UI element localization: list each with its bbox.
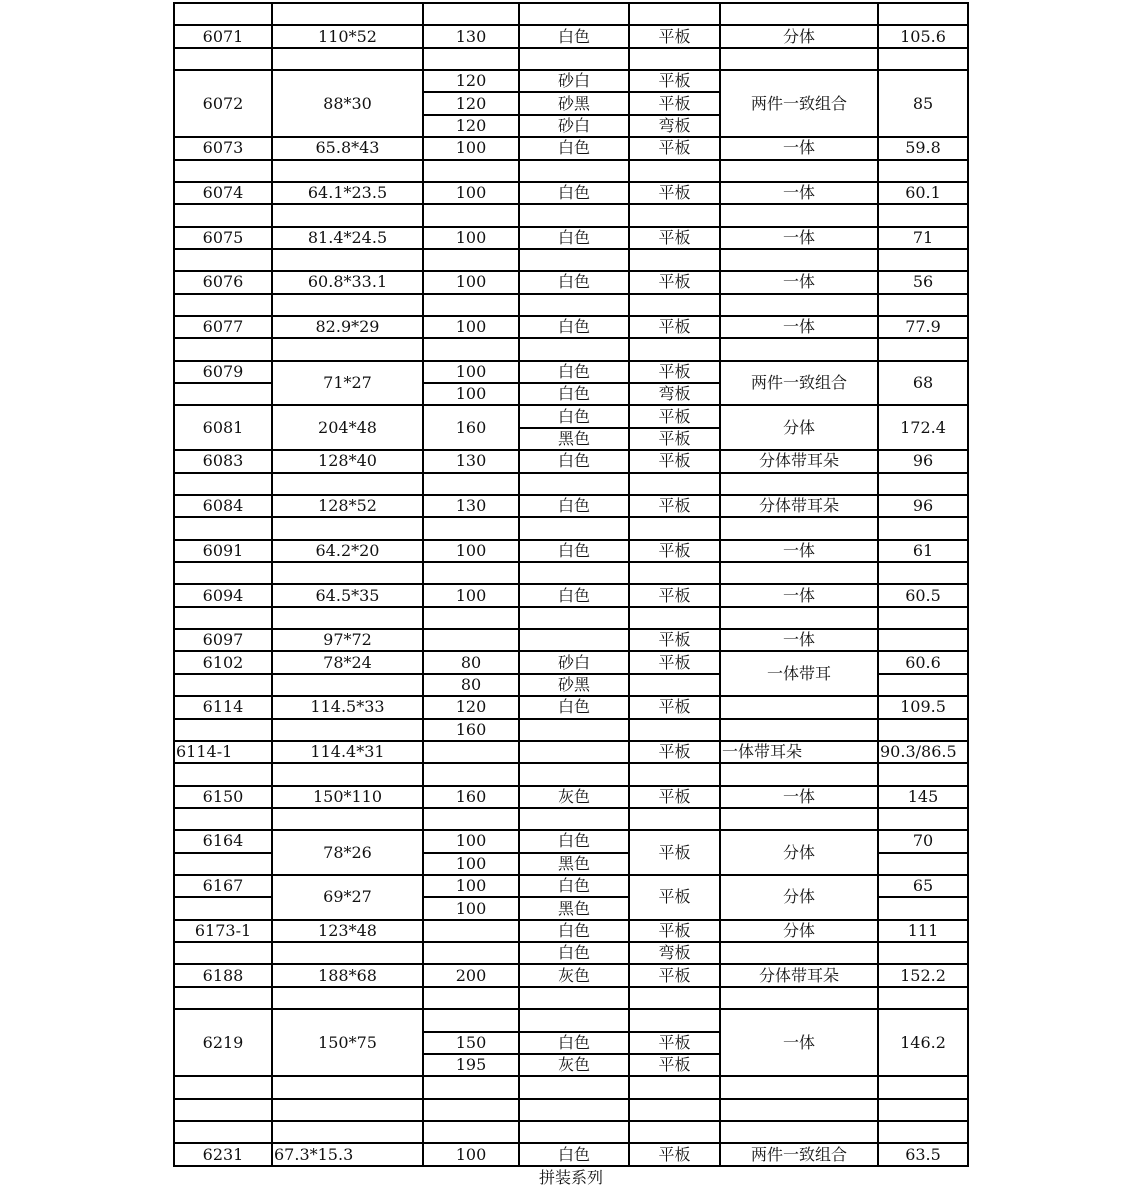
cell-model: 6083 xyxy=(202,451,244,471)
cell-board: 平板 xyxy=(658,272,691,292)
grid-line-horizontal xyxy=(174,673,721,675)
cell-qty: 200 xyxy=(455,965,487,985)
cell-type: 一体 xyxy=(782,227,815,247)
cell-color: 白色 xyxy=(557,384,590,404)
grid-line-horizontal xyxy=(174,941,969,943)
cell-type: 两件一致组合 xyxy=(750,1144,847,1164)
grid-line-horizontal xyxy=(174,896,273,898)
cell-board: 平板 xyxy=(658,26,691,46)
grid-line-horizontal xyxy=(174,360,969,362)
cell-price: 65 xyxy=(912,876,934,896)
cell-color: 白色 xyxy=(557,183,590,203)
cell-model: 6173-1 xyxy=(194,920,252,940)
merged-cell-size: 150*75 xyxy=(318,1032,377,1052)
cell-type: 一体 xyxy=(782,138,815,158)
grid-line-horizontal xyxy=(174,1098,969,1100)
cell-model: 6114 xyxy=(202,697,244,717)
cell-qty: 120 xyxy=(455,115,487,135)
cell-price: 70 xyxy=(912,831,934,851)
cell-qty: 100 xyxy=(455,540,487,560)
grid-line-horizontal xyxy=(174,919,969,921)
grid-line-vertical xyxy=(271,2,273,1167)
cell-color: 白色 xyxy=(557,876,590,896)
grid-line-horizontal xyxy=(174,159,969,161)
cell-color: 白色 xyxy=(557,138,590,158)
grid-line-horizontal xyxy=(878,852,969,854)
cell-type: 分体带耳朵 xyxy=(758,965,839,985)
merged-cell-board: 平板 xyxy=(658,842,691,862)
grid-line-horizontal xyxy=(174,1008,969,1010)
cell-color: 黑色 xyxy=(557,429,590,448)
cell-size: 64.2*20 xyxy=(315,540,380,560)
cell-price: 77.9 xyxy=(905,317,941,337)
cell-qty: 130 xyxy=(455,496,487,516)
cell-qty: 100 xyxy=(455,227,487,247)
cell-price: 96 xyxy=(912,451,934,471)
grid-line-horizontal xyxy=(174,248,969,250)
cell-color: 白色 xyxy=(557,920,590,940)
merged-cell-price: 68 xyxy=(912,373,934,393)
grid-line-horizontal xyxy=(174,226,969,228)
cell-size: 128*40 xyxy=(318,451,377,471)
merged-cell-board: 平板 xyxy=(658,887,691,907)
cell-qty: 100 xyxy=(455,1144,487,1164)
merged-cell-model: 6072 xyxy=(202,93,244,113)
cell-price: 109.5 xyxy=(900,697,946,717)
cell-color: 黑色 xyxy=(557,853,590,873)
cell-board: 平板 xyxy=(658,585,691,605)
grid-line-horizontal xyxy=(174,2,969,4)
cell-board: 平板 xyxy=(658,406,691,426)
cell-price: 96 xyxy=(912,496,934,516)
grid-line-horizontal xyxy=(174,516,969,518)
cell-color: 白色 xyxy=(557,451,590,471)
cell-type: 一体 xyxy=(782,540,815,560)
merged-cell-type: 分体 xyxy=(782,417,815,437)
cell-type: 一体 xyxy=(782,317,815,337)
cell-board: 平板 xyxy=(658,965,691,985)
cell-model: 6079 xyxy=(202,361,244,381)
cell-qty: 100 xyxy=(455,898,487,918)
merged-cell-type: 两件一致组合 xyxy=(750,373,847,393)
cell-qty: 130 xyxy=(455,26,487,46)
cell-board: 平板 xyxy=(658,71,691,91)
cell-color: 白色 xyxy=(557,26,590,46)
grid-line-horizontal xyxy=(174,718,969,720)
cell-board: 平板 xyxy=(658,540,691,560)
grid-line-horizontal xyxy=(174,583,969,585)
cell-qty: 195 xyxy=(455,1055,487,1075)
cell-qty: 160 xyxy=(455,719,487,739)
cell-color: 黑色 xyxy=(557,898,590,918)
cell-price: 152.2 xyxy=(900,965,946,985)
cell-qty: 80 xyxy=(460,674,482,694)
grid-line-horizontal xyxy=(878,896,969,898)
grid-line-vertical xyxy=(173,2,175,1167)
cell-model: 6167 xyxy=(202,876,244,896)
grid-line-horizontal xyxy=(174,472,969,474)
cell-qty: 100 xyxy=(455,317,487,337)
cell-color: 灰色 xyxy=(557,965,590,985)
grid-line-vertical xyxy=(719,2,721,1167)
grid-line-horizontal xyxy=(174,762,969,764)
cell-board: 平板 xyxy=(658,93,691,113)
merged-cell-model: 6081 xyxy=(202,417,244,437)
merged-cell-type: 分体 xyxy=(782,887,815,907)
sheet-footer-title: 拼装系列 xyxy=(538,1168,603,1188)
grid-line-horizontal xyxy=(174,963,969,965)
grid-line-horizontal xyxy=(423,114,721,116)
cell-price: 63.5 xyxy=(905,1144,941,1164)
cell-board: 平板 xyxy=(658,496,691,516)
grid-line-vertical xyxy=(422,2,424,1167)
cell-model: 6114-1 xyxy=(176,742,233,762)
cell-price: 60.5 xyxy=(905,585,941,605)
grid-line-horizontal xyxy=(174,829,969,831)
cell-size: 67.3*15.3 xyxy=(274,1144,354,1164)
cell-color: 砂黑 xyxy=(557,674,590,694)
cell-price: 61 xyxy=(912,540,934,560)
cell-size: 114.5*33 xyxy=(310,697,385,717)
cell-board: 平板 xyxy=(658,786,691,806)
grid-line-horizontal xyxy=(174,852,273,854)
grid-line-horizontal xyxy=(423,896,630,898)
cell-model: 6076 xyxy=(202,272,244,292)
grid-line-horizontal xyxy=(174,1120,969,1122)
cell-price: 60.1 xyxy=(905,183,941,203)
merged-cell-size: 78*26 xyxy=(323,842,372,862)
cell-color: 砂黑 xyxy=(557,93,590,113)
cell-color: 砂白 xyxy=(557,652,590,672)
cell-color: 白色 xyxy=(557,540,590,560)
cell-type: 一体 xyxy=(782,183,815,203)
merged-cell-type: 分体 xyxy=(782,842,815,862)
cell-type: 一体 xyxy=(782,272,815,292)
grid-line-horizontal xyxy=(174,47,969,49)
grid-line-horizontal xyxy=(423,91,721,93)
cell-board: 平板 xyxy=(658,361,691,381)
grid-line-horizontal xyxy=(174,785,969,787)
grid-line-horizontal xyxy=(174,181,969,183)
cell-size: 65.8*43 xyxy=(315,138,380,158)
cell-model: 6164 xyxy=(202,831,244,851)
grid-line-horizontal xyxy=(423,1031,721,1033)
cell-color: 白色 xyxy=(557,831,590,851)
cell-qty: 120 xyxy=(455,71,487,91)
merged-cell-size: 204*48 xyxy=(318,417,377,437)
cell-board: 弯板 xyxy=(658,943,691,963)
cell-size: 64.1*23.5 xyxy=(307,183,388,203)
merged-cell-type: 一体 xyxy=(782,1032,815,1052)
grid-line-horizontal xyxy=(423,382,721,384)
cell-price: 60.6 xyxy=(905,652,941,672)
cell-color: 白色 xyxy=(557,1144,590,1164)
cell-size: 150*110 xyxy=(312,786,383,806)
cell-model: 6073 xyxy=(202,138,244,158)
cell-model: 6094 xyxy=(202,585,244,605)
cell-type: 一体带耳朵 xyxy=(722,742,803,762)
cell-size: 82.9*29 xyxy=(315,317,380,337)
cell-board: 平板 xyxy=(658,630,691,650)
cell-color: 砂白 xyxy=(557,115,590,135)
cell-board: 平板 xyxy=(658,1144,691,1164)
grid-line-horizontal xyxy=(423,852,630,854)
grid-line-horizontal xyxy=(519,427,721,429)
cell-type: 一体 xyxy=(782,786,815,806)
grid-line-horizontal xyxy=(174,494,969,496)
grid-line-vertical xyxy=(628,2,630,1167)
cell-board: 平板 xyxy=(658,317,691,337)
cell-model: 6075 xyxy=(202,227,244,247)
merged-cell-qty: 160 xyxy=(455,417,487,437)
cell-board: 平板 xyxy=(658,652,691,672)
merged-cell-type: 两件一致组合 xyxy=(750,93,847,113)
cell-size: 64.5*35 xyxy=(315,585,380,605)
cell-model: 6150 xyxy=(202,786,244,806)
grid-line-horizontal xyxy=(174,24,969,26)
cell-type: 一体 xyxy=(782,585,815,605)
cell-color: 白色 xyxy=(557,697,590,717)
cell-board: 平板 xyxy=(658,227,691,247)
grid-line-horizontal xyxy=(174,628,969,630)
cell-model: 6071 xyxy=(202,26,244,46)
grid-line-horizontal xyxy=(174,293,969,295)
cell-qty: 100 xyxy=(455,183,487,203)
cell-color: 灰色 xyxy=(557,786,590,806)
cell-model: 6074 xyxy=(202,183,244,203)
merged-cell-price: 146.2 xyxy=(900,1032,946,1052)
grid-line-horizontal xyxy=(174,382,273,384)
cell-board: 平板 xyxy=(658,138,691,158)
cell-qty: 120 xyxy=(455,697,487,717)
merged-cell-price: 172.4 xyxy=(900,417,946,437)
merged-cell-size: 69*27 xyxy=(323,887,372,907)
grid-line-horizontal xyxy=(174,337,969,339)
cell-color: 白色 xyxy=(557,406,590,426)
cell-color: 砂白 xyxy=(557,71,590,91)
cell-price: 145 xyxy=(907,786,939,806)
cell-price: 105.6 xyxy=(900,26,946,46)
cell-size: 78*24 xyxy=(323,652,372,672)
cell-price: 111 xyxy=(907,920,939,940)
cell-color: 白色 xyxy=(557,1032,590,1052)
cell-board: 平板 xyxy=(658,742,691,762)
grid-line-horizontal xyxy=(423,1053,721,1055)
grid-line-horizontal xyxy=(174,874,969,876)
cell-qty: 100 xyxy=(455,831,487,851)
cell-color: 白色 xyxy=(557,317,590,337)
cell-size: 128*52 xyxy=(318,496,377,516)
cell-price: 56 xyxy=(912,272,934,292)
cell-board: 弯板 xyxy=(658,115,691,135)
cell-qty: 100 xyxy=(455,585,487,605)
cell-board: 平板 xyxy=(658,697,691,717)
cell-model: 6077 xyxy=(202,317,244,337)
cell-price: 90.3/86.5 xyxy=(880,742,957,762)
cell-size: 188*68 xyxy=(318,965,377,985)
cell-price: 59.8 xyxy=(905,138,941,158)
merged-cell-price: 85 xyxy=(912,93,934,113)
cell-model: 6084 xyxy=(202,496,244,516)
cell-model: 6231 xyxy=(202,1144,244,1164)
cell-model: 6091 xyxy=(202,540,244,560)
grid-line-horizontal xyxy=(174,270,969,272)
cell-color: 白色 xyxy=(557,585,590,605)
cell-qty: 100 xyxy=(455,138,487,158)
grid-line-horizontal xyxy=(878,673,969,675)
merged-cell-model: 6219 xyxy=(202,1032,244,1052)
grid-line-horizontal xyxy=(174,986,969,988)
grid-line-horizontal xyxy=(174,136,969,138)
grid-line-horizontal xyxy=(174,203,969,205)
cell-color: 灰色 xyxy=(557,1055,590,1075)
cell-type: 分体带耳朵 xyxy=(758,451,839,471)
cell-model: 6188 xyxy=(202,965,244,985)
grid-line-vertical xyxy=(967,2,969,1167)
cell-type: 一体 xyxy=(782,630,815,650)
grid-line-horizontal xyxy=(174,449,969,451)
cell-type: 分体带耳朵 xyxy=(758,496,839,516)
grid-line-horizontal xyxy=(174,606,969,608)
grid-line-horizontal xyxy=(174,740,969,742)
grid-line-horizontal xyxy=(174,650,969,652)
cell-color: 白色 xyxy=(557,227,590,247)
cell-size: 81.4*24.5 xyxy=(307,227,388,247)
grid-line-horizontal xyxy=(174,404,969,406)
cell-board: 平板 xyxy=(658,1055,691,1075)
merged-cell-size: 71*27 xyxy=(323,373,372,393)
grid-line-horizontal xyxy=(174,1142,969,1144)
cell-model: 6097 xyxy=(202,630,244,650)
cell-board: 弯板 xyxy=(658,384,691,404)
cell-price: 71 xyxy=(912,227,934,247)
cell-board: 平板 xyxy=(658,183,691,203)
grid-line-vertical xyxy=(518,2,520,1167)
cell-board: 平板 xyxy=(658,429,691,448)
cell-board: 平板 xyxy=(658,451,691,471)
cell-qty: 100 xyxy=(455,853,487,873)
grid-line-vertical xyxy=(877,2,879,1167)
grid-line-horizontal xyxy=(174,807,969,809)
cell-size: 110*52 xyxy=(318,26,377,46)
cell-color: 白色 xyxy=(557,361,590,381)
cell-size: 123*48 xyxy=(318,920,377,940)
cell-size: 114.4*31 xyxy=(310,742,385,762)
cell-size: 97*72 xyxy=(323,630,372,650)
cell-size: 60.8*33.1 xyxy=(307,272,388,292)
grid-line-horizontal xyxy=(174,695,969,697)
grid-line-horizontal xyxy=(174,315,969,317)
grid-line-horizontal xyxy=(174,561,969,563)
cell-qty: 130 xyxy=(455,451,487,471)
grid-line-horizontal xyxy=(174,69,969,71)
grid-line-horizontal xyxy=(174,539,969,541)
cell-board: 平板 xyxy=(658,920,691,940)
cell-color: 白色 xyxy=(557,272,590,292)
cell-color: 白色 xyxy=(557,496,590,516)
cell-qty: 100 xyxy=(455,361,487,381)
cell-color: 白色 xyxy=(557,943,590,963)
cell-model: 6102 xyxy=(202,652,244,672)
merged-cell-type: 一体带耳 xyxy=(766,663,831,683)
merged-cell-size: 88*30 xyxy=(323,93,372,113)
cell-qty: 100 xyxy=(455,272,487,292)
cell-qty: 80 xyxy=(460,652,482,672)
grid-line-horizontal xyxy=(174,1075,969,1077)
cell-type: 分体 xyxy=(782,26,815,46)
cell-qty: 100 xyxy=(455,876,487,896)
cell-qty: 100 xyxy=(455,384,487,404)
cell-board: 平板 xyxy=(658,1032,691,1052)
cell-qty: 160 xyxy=(455,786,487,806)
cell-qty: 150 xyxy=(455,1032,487,1052)
cell-type: 分体 xyxy=(782,920,815,940)
cell-qty: 120 xyxy=(455,93,487,113)
